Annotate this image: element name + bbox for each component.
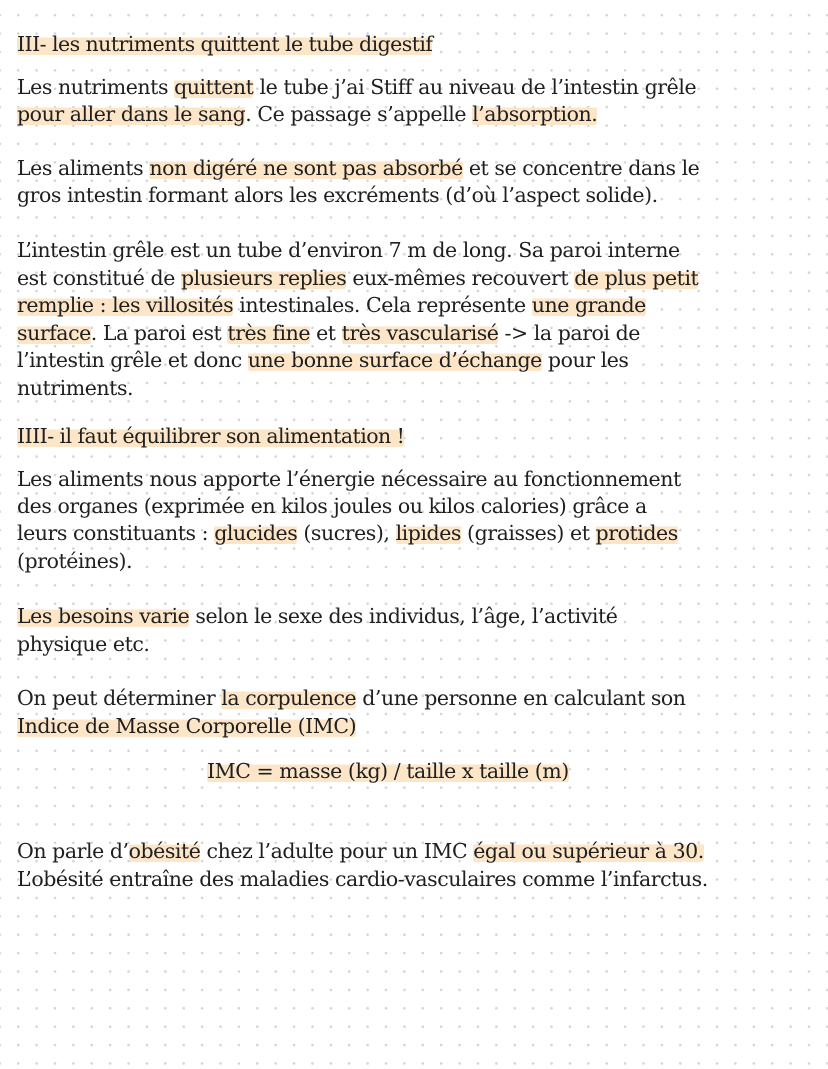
text-span: (sucres), — [297, 521, 396, 545]
paragraph-line — [17, 155, 699, 182]
paragraph-line: (protéines). — [17, 549, 133, 573]
section-3-title: III- les nutriments quittent le tube digestif — [17, 32, 433, 56]
text-span: l’intestin grêle et donc — [17, 348, 248, 372]
highlight-span: pour aller dans le sang — [17, 102, 246, 126]
paragraph-line: Les aliments nous apporte l’énergie nécessaire au fonctionnement — [17, 467, 681, 491]
text-span: intestinales. Cela représente — [233, 293, 532, 317]
text-span: d’une personne en calculant son — [356, 686, 686, 710]
highlight-span: remplie : les villosités — [17, 293, 234, 317]
paragraph-line — [17, 520, 678, 547]
section-4-heading — [17, 423, 404, 450]
text-span: (graisses) et — [460, 521, 596, 545]
text-span: et — [310, 321, 342, 345]
paragraph-line: nutriments. — [17, 376, 134, 400]
highlight-span: très fine — [227, 321, 311, 345]
highlight-span: la corpulence — [221, 686, 357, 710]
highlight-span: surface — [17, 321, 91, 345]
text-span: selon le sexe des individus, l’âge, l’activité — [189, 604, 618, 628]
text-span: . La paroi est — [90, 321, 228, 345]
paragraph-line: L’intestin grêle est un tube d’environ 7 m de long. Sa paroi interne — [17, 238, 680, 262]
highlight-span: Les besoins varie — [17, 604, 190, 628]
highlight-span: de plus petit — [574, 266, 699, 290]
highlight-span: glucides — [214, 521, 298, 545]
text-span: . Ce passage s’appelle — [245, 102, 473, 126]
paragraph-line — [17, 685, 686, 712]
paragraph-line: des organes (exprimée en kilos joules ou kilos calories) grâce a — [17, 494, 647, 518]
text-span: pour les — [541, 348, 629, 372]
text-span: et se concentre dans le — [462, 156, 700, 180]
text-span: On peut déterminer — [17, 686, 222, 710]
highlight-span: très vascularisé — [341, 321, 499, 345]
paragraph-line — [17, 347, 629, 374]
text-span: le tube j’ai Stiff au niveau de l’intestin grêle — [253, 75, 697, 99]
paragraph-line — [17, 265, 698, 292]
text-span: chez l’adulte pour un IMC — [200, 839, 474, 863]
text-span: -> la paroi de — [498, 321, 640, 345]
highlight-span: non digéré ne sont pas absorbé — [149, 156, 463, 180]
formula-text: IMC = masse (kg) / taille x taille (m) — [207, 759, 569, 783]
highlight-span: une grande — [531, 293, 646, 317]
highlight-span: lipides — [395, 521, 461, 545]
highlight-span: l’absorption. — [472, 102, 598, 126]
text-span: Les nutriments — [17, 75, 175, 99]
paragraph-line: L’obésité entraîne des maladies cardio-vasculaires comme l’infarctus. — [17, 867, 708, 891]
highlight-span: protides — [595, 521, 678, 545]
text-span: leurs constituants : — [17, 521, 215, 545]
section-3-heading — [17, 31, 432, 58]
text-span: On parle d’ — [17, 839, 129, 863]
highlight-span: plusieurs replies — [180, 266, 347, 290]
paragraph-line — [17, 74, 696, 101]
highlight-span: Indice de Masse Corporelle (IMC) — [17, 714, 357, 738]
highlight-span: égal ou supérieur à 30. — [473, 839, 704, 863]
imc-formula — [207, 758, 569, 785]
paragraph-line — [17, 320, 640, 347]
paragraph-line: physique etc. — [17, 632, 150, 656]
section-4-title: IIII- il faut équilibrer son alimentation ! — [17, 424, 405, 448]
paragraph-line — [17, 101, 597, 128]
highlight-span: une bonne surface d’échange — [247, 348, 542, 372]
paragraph-line — [17, 838, 704, 865]
text-span: est constitué de — [17, 266, 181, 290]
paragraph-line — [17, 292, 646, 319]
paragraph-line — [17, 713, 356, 740]
text-span: Les aliments — [17, 156, 150, 180]
paragraph-line — [17, 603, 617, 630]
highlight-span: obésité — [128, 839, 201, 863]
paragraph-line: gros intestin formant alors les excréments (d’où l’aspect solide). — [17, 183, 658, 207]
text-span: eux-mêmes recouvert — [346, 266, 575, 290]
highlight-span: quittent — [174, 75, 254, 99]
